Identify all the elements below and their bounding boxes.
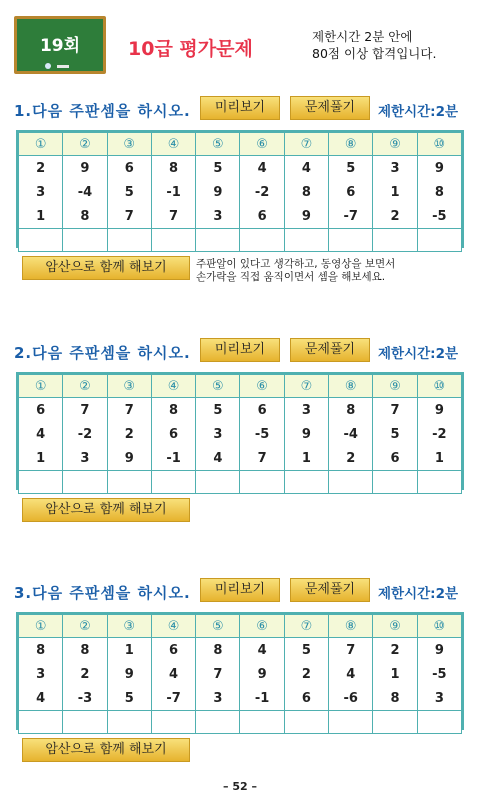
addend-value: -7 [343,209,358,224]
problem-cell [417,638,461,711]
page-number: – 52 – [223,780,257,793]
addend-value: 4 [213,451,223,466]
addend-value: 7 [124,403,134,418]
problem-cell [151,638,195,711]
addend-value: 4 [346,667,356,682]
chalkboard-badge [14,16,106,74]
problem-cell [107,638,151,711]
column-number: ① [19,615,63,638]
addend-value: 7 [257,451,267,466]
addend-value: 9 [213,185,223,200]
problem-cell [151,156,195,229]
addend-value: 1 [390,185,400,200]
column-number: ④ [151,133,195,156]
addend-value: 9 [434,161,444,176]
answer-cell[interactable] [63,711,107,734]
addend-value: 5 [346,161,356,176]
answer-cell[interactable] [284,229,328,252]
problem-cell [196,398,240,471]
answer-cell[interactable] [417,229,461,252]
chalk-icon [45,63,51,69]
answer-cell[interactable] [151,229,195,252]
problem-cell [63,156,107,229]
addend-value: 3 [80,451,90,466]
episode-label: 19회 [39,36,81,56]
problem-cell [373,156,417,229]
addend-value: 1 [36,209,46,224]
answer-cell[interactable] [19,471,63,494]
answer-cell[interactable] [329,229,373,252]
problem-cell [196,156,240,229]
addend-value: 2 [390,209,400,224]
column-number: ① [19,133,63,156]
column-number: ⑧ [329,615,373,638]
addend-value: 5 [301,643,311,658]
column-number: ⑤ [196,615,240,638]
addend-value: 4 [257,161,267,176]
problem-cell [19,156,63,229]
addend-value: 3 [213,691,223,706]
instruction-line-1: 주판알이 있다고 생각하고, 동영상을 보면서 [196,258,396,270]
problem-grid [16,372,464,490]
problem-cell [329,398,373,471]
notice-line-1: 제한시간 2분 안에 [312,29,413,44]
addend-value: 3 [390,161,400,176]
addend-value: -2 [254,185,270,200]
addend-value: 3 [213,209,223,224]
answer-cell[interactable] [107,229,151,252]
addend-value: 9 [434,403,444,418]
addend-value: 3 [36,185,46,200]
preview-button[interactable]: 미리보기 [200,578,280,602]
addend-value: -5 [254,427,270,442]
addend-value: 7 [346,643,356,658]
addend-value: 3 [434,691,444,706]
column-number: ⑩ [417,375,461,398]
addend-value: -5 [432,667,447,682]
addend-value: 2 [80,667,90,682]
addend-value: 5 [124,691,134,706]
column-number: ⑨ [373,133,417,156]
question-title: 3.다음 주판셈을 하시오. [14,584,191,602]
problem-cell [107,156,151,229]
answer-cell[interactable] [63,229,107,252]
answer-cell[interactable] [329,711,373,734]
problem-cell [240,156,284,229]
addend-value: 9 [124,451,134,466]
column-number: ⑩ [417,133,461,156]
problem-cell [417,156,461,229]
addend-value: 5 [390,427,400,442]
addend-value: 9 [301,427,311,442]
practice-together-button[interactable]: 암산으로 함께 해보기 [22,256,190,280]
preview-button[interactable]: 미리보기 [200,338,280,362]
addend-value: 1 [301,451,311,466]
addend-value: 4 [36,691,46,706]
answer-cell[interactable] [19,711,63,734]
addend-value: 9 [124,667,134,682]
addend-value: 1 [124,643,134,658]
eraser-icon [57,65,69,68]
problem-cell [373,398,417,471]
addend-value: 6 [169,643,179,658]
answer-cell[interactable] [329,471,373,494]
addend-value: -6 [343,691,358,706]
addend-value: -5 [432,209,447,224]
instruction-text [196,258,395,284]
problem-cell [19,638,63,711]
column-number: ⑦ [284,133,328,156]
addend-value: 1 [36,451,46,466]
notice-line-2: 80점 이상 합격입니다. [312,46,437,61]
addend-value: -2 [432,427,447,442]
addend-value: 7 [80,403,90,418]
instruction-line-2: 손가락을 직접 움직이면서 셈을 해보세요. [196,271,386,283]
addend-value: -2 [77,427,93,442]
addend-value: -1 [166,185,181,200]
problem-cell [151,398,195,471]
addend-value: 7 [213,667,223,682]
addend-value: 2 [390,643,400,658]
column-number: ⑧ [329,375,373,398]
answer-cell[interactable] [417,711,461,734]
problem-cell [329,638,373,711]
column-number: ① [19,375,63,398]
addend-value: 8 [434,185,444,200]
addend-value: 8 [301,185,311,200]
column-number: ⑦ [284,375,328,398]
addend-value: 6 [390,451,400,466]
problem-cell [284,398,328,471]
problem-grid [16,612,464,730]
pass-notice [312,28,436,62]
column-number: ② [63,133,107,156]
addend-value: 6 [257,209,267,224]
answer-cell[interactable] [240,711,284,734]
problem-cell [63,398,107,471]
column-number: ③ [107,615,151,638]
column-number: ③ [107,375,151,398]
addend-value: 8 [80,209,90,224]
question-title: 1.다음 주판셈을 하시오. [14,102,191,120]
answer-cell[interactable] [107,711,151,734]
addend-value: 1 [390,667,400,682]
addend-value: -4 [343,427,358,442]
column-number: ③ [107,133,151,156]
addend-value: 6 [124,161,134,176]
addend-value: 8 [36,643,46,658]
answer-cell[interactable] [196,471,240,494]
addend-value: 6 [36,403,46,418]
problem-cell [329,156,373,229]
column-number: ② [63,615,107,638]
column-number: ④ [151,375,195,398]
answer-cell[interactable] [373,471,417,494]
addend-value: 9 [80,161,90,176]
answer-cell[interactable] [417,471,461,494]
addend-value: 8 [169,161,179,176]
column-number: ⑨ [373,375,417,398]
addend-value: 7 [169,209,179,224]
answer-cell[interactable] [151,711,195,734]
addend-value: 2 [301,667,311,682]
addend-value: 2 [36,161,46,176]
problem-cell [417,398,461,471]
addend-value: 7 [390,403,400,418]
problem-cell [240,638,284,711]
addend-value: 9 [301,209,311,224]
addend-value: 5 [213,403,223,418]
answer-cell[interactable] [284,711,328,734]
addend-value: 7 [124,209,134,224]
addend-value: 4 [301,161,311,176]
answer-cell[interactable] [240,229,284,252]
column-number: ⑥ [240,133,284,156]
addend-value: -1 [254,691,270,706]
answer-cell[interactable] [373,711,417,734]
answer-cell[interactable] [63,471,107,494]
solve-button[interactable]: 문제풀기 [290,338,370,362]
column-number: ⑩ [417,615,461,638]
addend-value: 6 [169,427,179,442]
addend-value: 2 [346,451,356,466]
problem-cell [196,638,240,711]
addend-value: -7 [166,691,181,706]
column-number: ⑦ [284,615,328,638]
addend-value: 3 [36,667,46,682]
column-number: ④ [151,615,195,638]
addend-value: 4 [257,643,267,658]
answer-cell[interactable] [196,711,240,734]
addend-value: 6 [346,185,356,200]
solve-button[interactable]: 문제풀기 [290,578,370,602]
solve-button[interactable]: 문제풀기 [290,96,370,120]
problem-cell [107,398,151,471]
addend-value: 9 [434,643,444,658]
answer-cell[interactable] [196,229,240,252]
addend-value: 4 [36,427,46,442]
addend-value: -3 [77,691,93,706]
answer-cell[interactable] [19,229,63,252]
addend-value: 3 [301,403,311,418]
addend-value: 2 [124,427,134,442]
practice-together-button[interactable]: 암산으로 함께 해보기 [22,738,190,762]
answer-cell[interactable] [240,471,284,494]
column-number: ⑥ [240,375,284,398]
preview-button[interactable]: 미리보기 [200,96,280,120]
time-limit-label: 제한시간:2분 [378,346,458,362]
addend-value: 3 [213,427,223,442]
addend-value: 6 [301,691,311,706]
problem-grid [16,130,464,248]
addend-value: 1 [434,451,444,466]
addend-value: -1 [166,451,181,466]
problem-cell [284,638,328,711]
answer-cell[interactable] [284,471,328,494]
addend-value: 8 [390,691,400,706]
column-number: ⑧ [329,133,373,156]
problem-cell [240,398,284,471]
addend-value: 8 [346,403,356,418]
problem-cell [19,398,63,471]
addend-value: 6 [257,403,267,418]
level-title: 10급 평가문제 [128,38,253,60]
addend-value: -4 [77,185,93,200]
answer-cell[interactable] [107,471,151,494]
column-number: ② [63,375,107,398]
problem-cell [63,638,107,711]
practice-together-button[interactable]: 암산으로 함께 해보기 [22,498,190,522]
time-limit-label: 제한시간:2분 [378,586,458,602]
addend-value: 8 [169,403,179,418]
question-title: 2.다음 주판셈을 하시오. [14,344,191,362]
column-number: ⑨ [373,615,417,638]
answer-cell[interactable] [151,471,195,494]
answer-cell[interactable] [373,229,417,252]
problem-cell [373,638,417,711]
addend-value: 5 [124,185,134,200]
problem-cell [284,156,328,229]
addend-value: 5 [213,161,223,176]
column-number: ⑤ [196,133,240,156]
addend-value: 4 [169,667,179,682]
column-number: ⑤ [196,375,240,398]
column-number: ⑥ [240,615,284,638]
time-limit-label: 제한시간:2분 [378,104,458,120]
addend-value: 9 [257,667,267,682]
addend-value: 8 [80,643,90,658]
addend-value: 8 [213,643,223,658]
